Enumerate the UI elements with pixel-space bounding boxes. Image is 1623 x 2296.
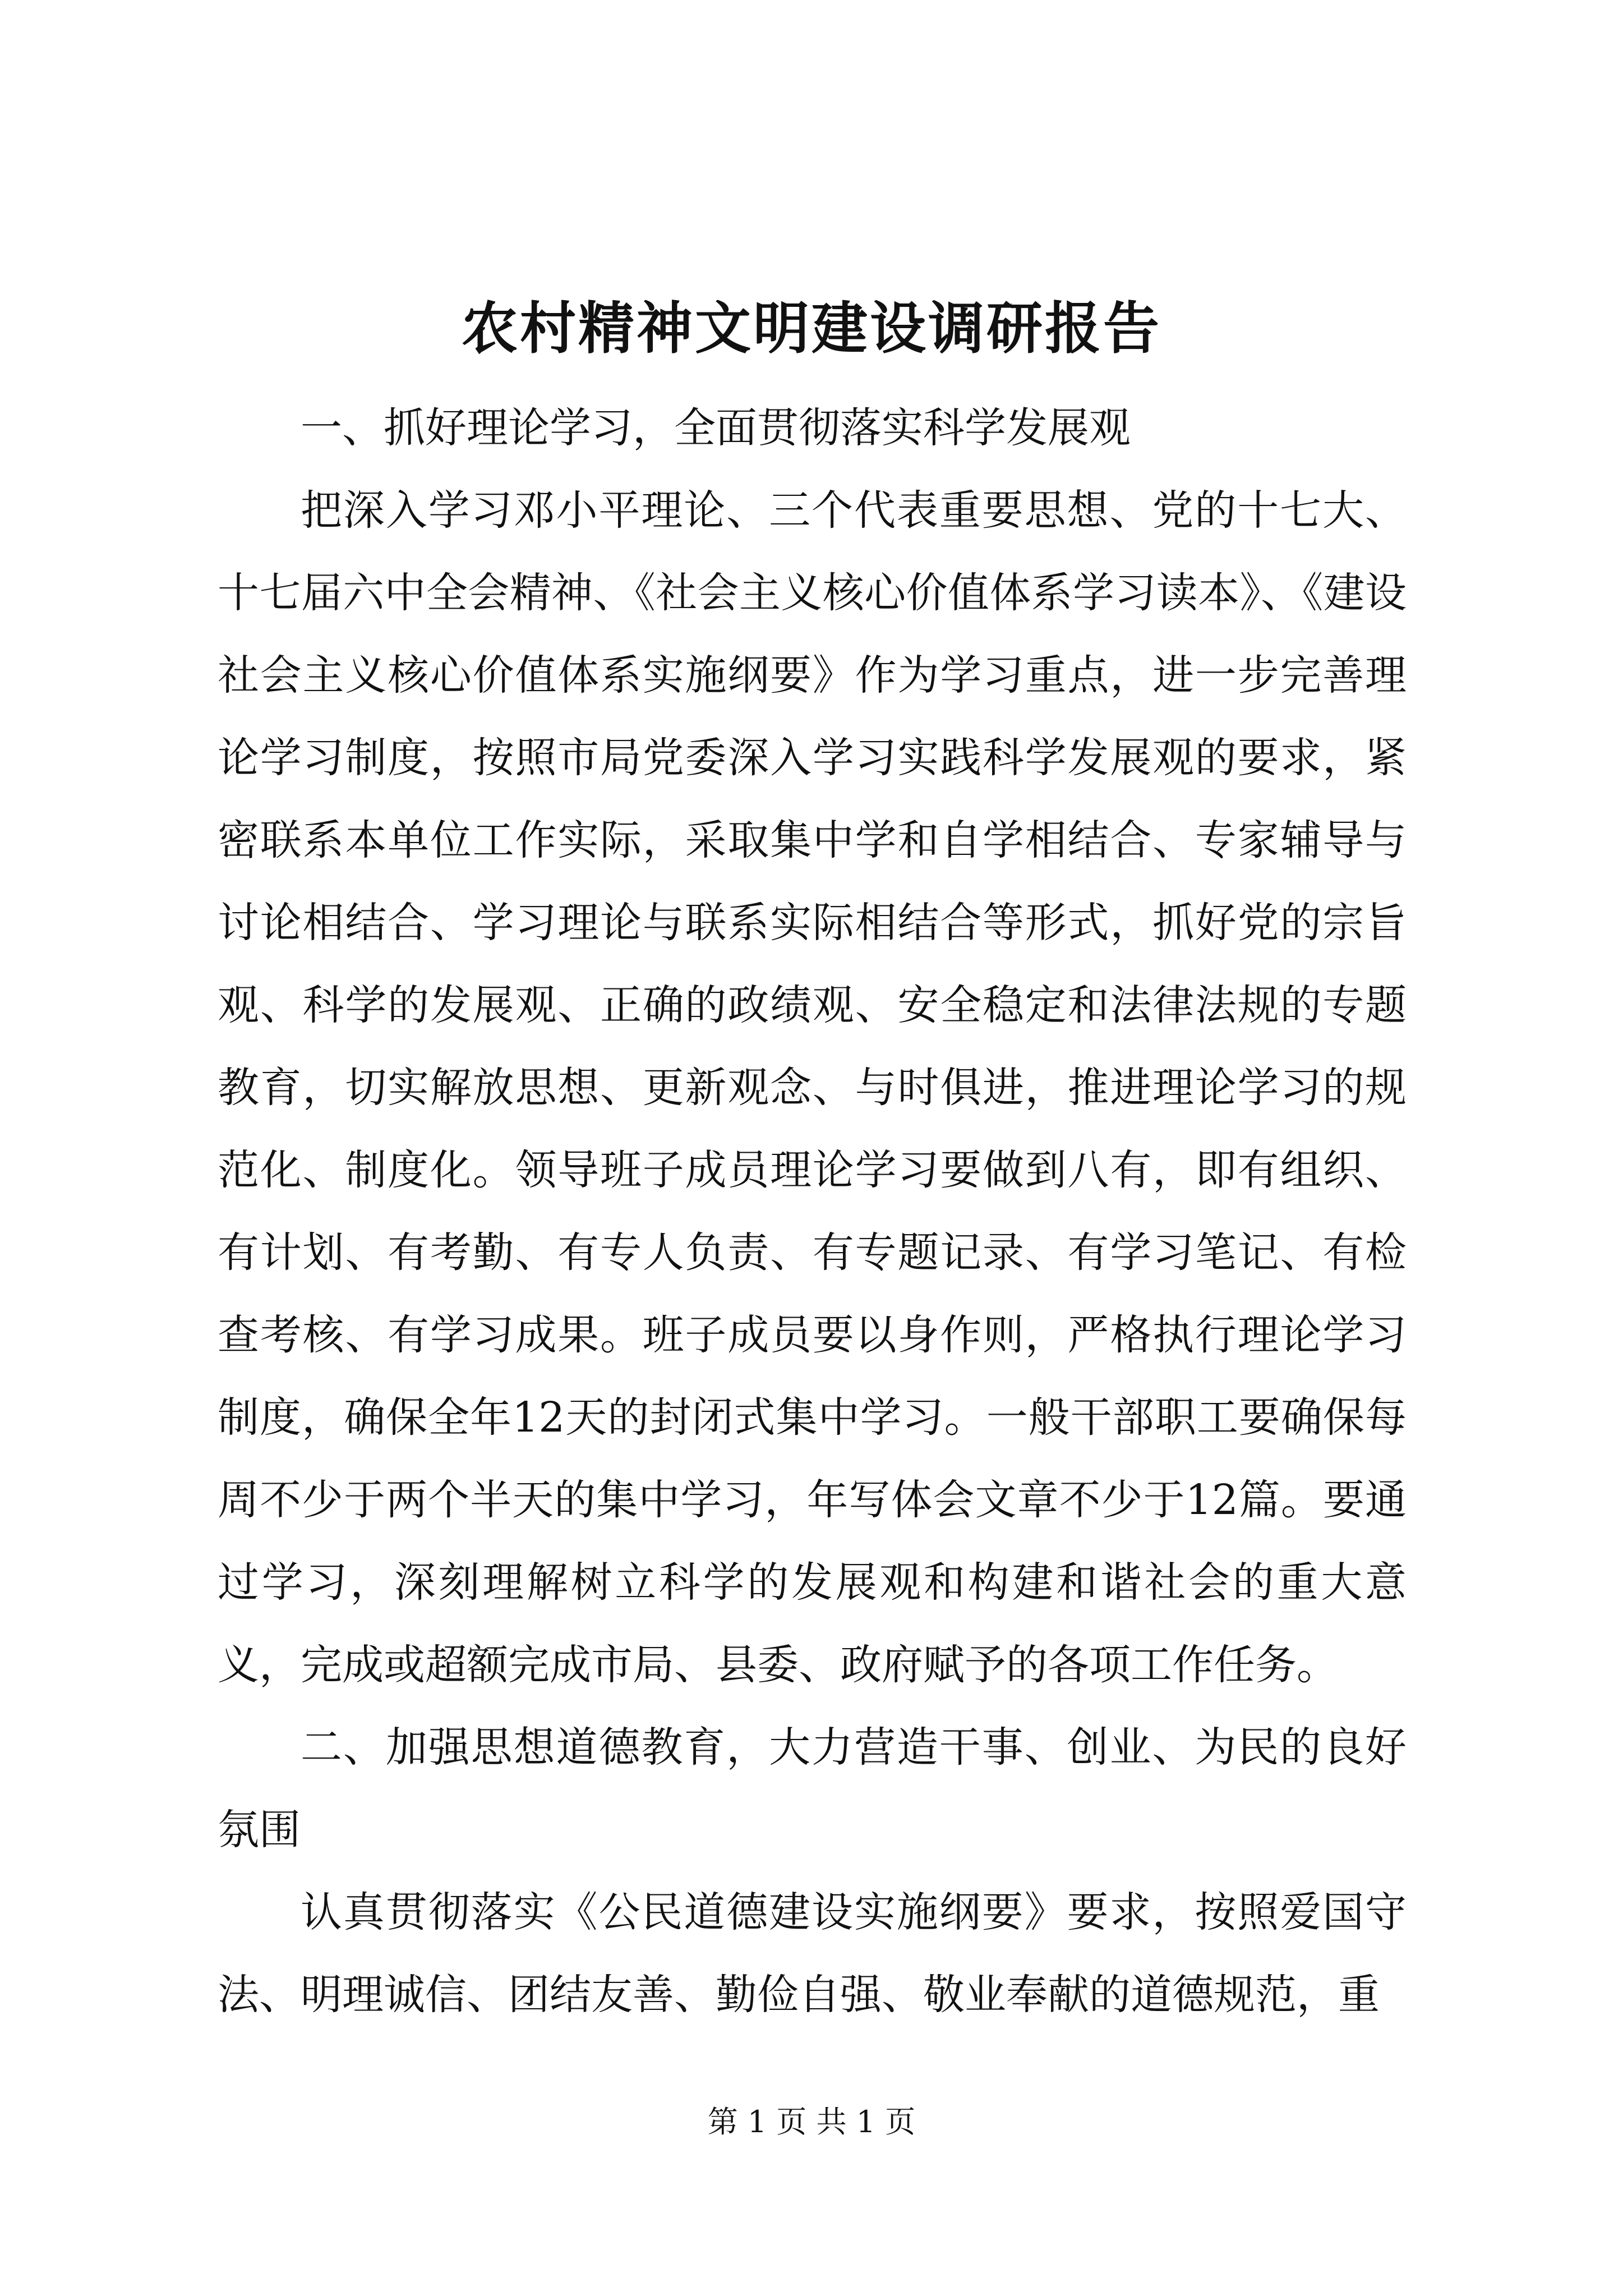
- document-title: 农村精神文明建设调研报告: [462, 295, 1161, 361]
- document-body: [218, 387, 1407, 2036]
- paragraph-2: 认真贯彻落实《公民道德建设实施纲要》要求，按照爱国守法、明理诚信、团结友善、勤俭自强、敬业奉献的道德规范，重: [218, 1888, 1407, 2019]
- paragraph-1: 把深入学习邓小平理论、三个代表重要思想、党的十七大、十七届六中全会精神、《社会主义核心价值体系学习读本》、《建设社会主义核心价值体系实施纲要》作为学习重点，进一步完善理论学习制度，按照市局党委深入学习实践科学发展观的要求，紧密联系本单位工作实际，采取集中学和自学相结合、专家辅导与讨论相结合、学习理论与联系实际相结合等形式，抓好党的宗旨观、科学的发展观、正确的政绩观、安全稳定和法律法规的专题教育，切实解放思想、更新观念、与时俱进，推进理论学习的规范化、制度化。领导班子成员理论学习要做到八有，即有组织、有计划、有考勤、有专人负责、有专题记录、有学习笔记、有检查考核、有学习成果。班子成员要以身作则，严格执行理论学习制度，确保全年12天的封闭式集中学习。一般干部职工要确保每周不少于两个半天的集中学习，年写体会文章不少于12篇。要通过学习，深刻理解树立科学的发展观和构建和谐社会的重大意义，完成或超额完成市局、县委、政府赋予的各项工作任务。: [218, 486, 1407, 1689]
- section-heading-1: 一、抓好理论学习，全面贯彻落实科学发展观: [301, 404, 1131, 452]
- page-footer: 第 1 页 共 1 页: [707, 2104, 916, 2139]
- section-heading-2: 二、加强思想道德教育，大力营造干事、创业、为民的良好氛围: [218, 1723, 1407, 1854]
